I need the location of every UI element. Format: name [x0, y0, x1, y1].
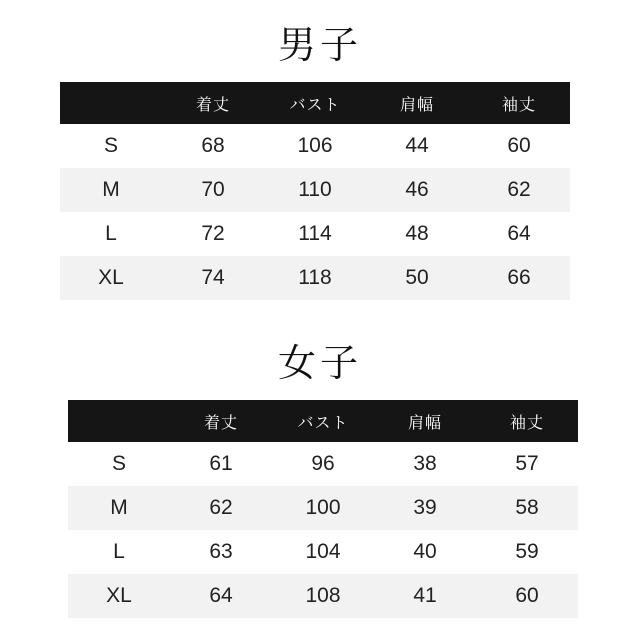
table-row: [60, 212, 570, 256]
men-section-title: 男子: [277, 23, 362, 67]
men-size-table: [60, 82, 570, 300]
bust-cell: 104: [305, 540, 341, 563]
shoulder-cell: 44: [405, 134, 429, 157]
size-cell: S: [103, 134, 118, 157]
size-cell: M: [60, 168, 162, 212]
bust-cell: 118: [264, 256, 366, 300]
bust-cell: 110: [264, 168, 366, 212]
table-row: [60, 124, 570, 168]
shoulder-cell: 48: [405, 222, 429, 245]
table-row: [60, 168, 570, 212]
bust-cell: 96: [311, 452, 335, 475]
sleeve-cell: 59: [515, 540, 539, 563]
bust-cell: 106: [297, 134, 333, 157]
sleeve-cell: 62: [468, 168, 570, 212]
table-row: [68, 574, 578, 618]
size-cell: XL: [68, 574, 170, 618]
table-header-row: [68, 400, 578, 442]
length-cell: 64: [170, 574, 272, 618]
header-length: 着丈: [170, 400, 272, 442]
length-cell: 70: [162, 168, 264, 212]
sleeve-cell: 64: [507, 222, 531, 245]
header-bust: バスト: [264, 82, 366, 124]
length-cell: 61: [209, 452, 233, 475]
bust-cell: 114: [298, 222, 332, 245]
sleeve-cell: 57: [515, 452, 539, 475]
length-cell: 68: [201, 134, 225, 157]
table-row: [68, 442, 578, 486]
size-cell: L: [113, 540, 125, 563]
shoulder-cell: 39: [374, 486, 476, 530]
bust-cell: 108: [272, 574, 374, 618]
sleeve-cell: 60: [507, 134, 531, 157]
header-shoulder: 肩幅: [374, 400, 476, 442]
header-size: [68, 400, 170, 442]
shoulder-cell: 40: [413, 540, 437, 563]
header-bust: バスト: [272, 400, 374, 442]
shoulder-cell: 50: [366, 256, 468, 300]
bust-cell: 100: [272, 486, 374, 530]
table-row: [68, 486, 578, 530]
shoulder-cell: 41: [374, 574, 476, 618]
header-shoulder: 肩幅: [366, 82, 468, 124]
length-cell: 72: [201, 222, 225, 245]
table-row: [68, 530, 578, 574]
length-cell: 62: [170, 486, 272, 530]
sleeve-cell: 60: [476, 574, 578, 618]
sleeve-cell: 58: [476, 486, 578, 530]
sleeve-cell: 66: [468, 256, 570, 300]
header-sleeve: 袖丈: [468, 82, 570, 124]
header-length: 着丈: [162, 82, 264, 124]
length-cell: 63: [209, 540, 233, 563]
size-cell: XL: [60, 256, 162, 300]
table-header-row: [60, 82, 570, 124]
women-size-table: [68, 400, 578, 618]
women-section-title: 女子: [277, 341, 362, 385]
shoulder-cell: 46: [366, 168, 468, 212]
size-cell: L: [105, 222, 117, 245]
length-cell: 74: [162, 256, 264, 300]
header-size: [60, 82, 162, 124]
size-cell: M: [68, 486, 170, 530]
size-cell: S: [111, 452, 126, 475]
header-sleeve: 袖丈: [476, 400, 578, 442]
table-row: [60, 256, 570, 300]
shoulder-cell: 38: [413, 452, 437, 475]
